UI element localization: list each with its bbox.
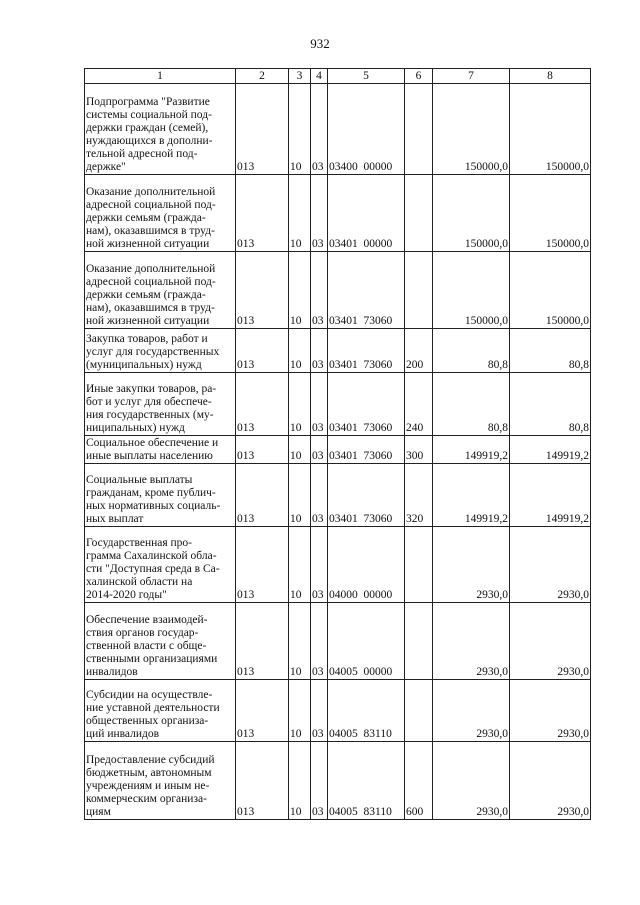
table-row [85, 252, 591, 329]
ministry-code-cell: 013 [236, 329, 289, 373]
budget-table [84, 68, 591, 820]
table-row [85, 373, 591, 436]
amount-cell-col8: 2930,0 [510, 742, 591, 820]
expense-type-cell [405, 603, 433, 680]
subsection-code-cell: 03 [311, 464, 328, 527]
section-code-cell: 10 [289, 742, 311, 820]
subsection-code-cell: 03 [311, 329, 328, 373]
expense-type-cell: 320 [405, 464, 433, 527]
row-name-cell: Оказание дополнительной адресной социальной под- держки семьям (гражда- нам), оказавшимся в труд- ной жизненной ситуации [85, 175, 236, 252]
section-code-cell: 10 [289, 175, 311, 252]
expense-type-cell: 200 [405, 329, 433, 373]
column-header: 6 [405, 69, 433, 84]
target-article-cell: 03401 00000 [328, 175, 405, 252]
section-code-cell: 10 [289, 464, 311, 527]
target-article-cell: 03401 73060 [328, 436, 405, 464]
expense-type-cell: 300 [405, 436, 433, 464]
column-header: 8 [510, 69, 591, 84]
row-name-cell: Оказание дополнительной адресной социальной под- держки семьям (гражда- нам), оказавшимся в труд- ной жизненной ситуации [85, 252, 236, 329]
section-code-cell: 10 [289, 680, 311, 742]
target-article-cell: 03401 73060 [328, 464, 405, 527]
table-row [85, 84, 591, 175]
ministry-code-cell: 013 [236, 527, 289, 603]
amount-cell-col7: 149919,2 [433, 436, 510, 464]
amount-cell-col7: 2930,0 [433, 742, 510, 820]
amount-cell-col8: 2930,0 [510, 680, 591, 742]
row-name-cell: Предоставление субсидий бюджетным, автономным учреждениям и иным не- коммерческим организа- циям [85, 742, 236, 820]
target-article-cell: 04000 00000 [328, 527, 405, 603]
row-name-cell: Подпрограмма "Развитие системы социальной под- держки граждан (семей), нуждающихся в дополни- тельной адресной под- держке" [85, 84, 236, 175]
ministry-code-cell: 013 [236, 742, 289, 820]
amount-cell-col8: 150000,0 [510, 84, 591, 175]
row-name-cell: Иные закупки товаров, ра- бот и услуг для обеспече- ния государственных (му- ниципальных) нужд [85, 373, 236, 436]
section-code-cell: 10 [289, 527, 311, 603]
amount-cell-col8: 150000,0 [510, 252, 591, 329]
column-header: 7 [433, 69, 510, 84]
subsection-code-cell: 03 [311, 373, 328, 436]
row-name-cell: Субсидии на осуществле- ние уставной деятельности общественных организа- ций инвалидов [85, 680, 236, 742]
row-name-cell: Закупка товаров, работ и услуг для государственных (муниципальных) нужд [85, 329, 236, 373]
ministry-code-cell: 013 [236, 84, 289, 175]
target-article-cell: 03400 00000 [328, 84, 405, 175]
amount-cell-col7: 2930,0 [433, 680, 510, 742]
table-row [85, 464, 591, 527]
amount-cell-col7: 80,8 [433, 329, 510, 373]
section-code-cell: 10 [289, 436, 311, 464]
amount-cell-col8: 150000,0 [510, 175, 591, 252]
amount-cell-col7: 2930,0 [433, 527, 510, 603]
amount-cell-col7: 150000,0 [433, 175, 510, 252]
amount-cell-col8: 2930,0 [510, 603, 591, 680]
expense-type-cell [405, 175, 433, 252]
ministry-code-cell: 013 [236, 252, 289, 329]
amount-cell-col8: 80,8 [510, 329, 591, 373]
section-code-cell: 10 [289, 373, 311, 436]
amount-cell-col7: 2930,0 [433, 603, 510, 680]
table-row [85, 175, 591, 252]
subsection-code-cell: 03 [311, 742, 328, 820]
subsection-code-cell: 03 [311, 252, 328, 329]
ministry-code-cell: 013 [236, 373, 289, 436]
ministry-code-cell: 013 [236, 175, 289, 252]
table-header-row [85, 69, 591, 84]
subsection-code-cell: 03 [311, 436, 328, 464]
column-header: 4 [311, 69, 328, 84]
target-article-cell: 04005 00000 [328, 603, 405, 680]
target-article-cell: 04005 83110 [328, 680, 405, 742]
expense-type-cell [405, 252, 433, 329]
subsection-code-cell: 03 [311, 680, 328, 742]
expense-type-cell: 240 [405, 373, 433, 436]
section-code-cell: 10 [289, 603, 311, 680]
amount-cell-col8: 149919,2 [510, 464, 591, 527]
subsection-code-cell: 03 [311, 603, 328, 680]
ministry-code-cell: 013 [236, 436, 289, 464]
target-article-cell: 03401 73060 [328, 373, 405, 436]
ministry-code-cell: 013 [236, 603, 289, 680]
target-article-cell: 03401 73060 [328, 252, 405, 329]
row-name-cell: Социальное обеспечение и иные выплаты населению [85, 436, 236, 464]
target-article-cell: 03401 73060 [328, 329, 405, 373]
expense-type-cell: 600 [405, 742, 433, 820]
row-name-cell: Государственная про- грамма Сахалинской обла- сти "Доступная среда в Са- халинской области на 2014-2020 годы" [85, 527, 236, 603]
column-header: 2 [236, 69, 289, 84]
amount-cell-col8: 2930,0 [510, 527, 591, 603]
row-name-cell: Обеспечение взаимодей- ствия органов государ- ственной власти с обще- ственными организациями инвалидов [85, 603, 236, 680]
subsection-code-cell: 03 [311, 527, 328, 603]
row-name-cell: Социальные выплаты гражданам, кроме публич- ных нормативных социаль- ных выплат [85, 464, 236, 527]
amount-cell-col8: 80,8 [510, 373, 591, 436]
amount-cell-col7: 149919,2 [433, 464, 510, 527]
ministry-code-cell: 013 [236, 464, 289, 527]
table-row [85, 603, 591, 680]
column-header: 3 [289, 69, 311, 84]
column-header: 5 [328, 69, 405, 84]
table-row [85, 680, 591, 742]
amount-cell-col7: 150000,0 [433, 252, 510, 329]
expense-type-cell [405, 527, 433, 603]
subsection-code-cell: 03 [311, 175, 328, 252]
amount-cell-col7: 150000,0 [433, 84, 510, 175]
page-number: 932 [310, 36, 330, 51]
table-row [85, 436, 591, 464]
amount-cell-col7: 80,8 [433, 373, 510, 436]
section-code-cell: 10 [289, 329, 311, 373]
section-code-cell: 10 [289, 84, 311, 175]
subsection-code-cell: 03 [311, 84, 328, 175]
table-row [85, 329, 591, 373]
table-row [85, 742, 591, 820]
ministry-code-cell: 013 [236, 680, 289, 742]
column-header: 1 [85, 69, 236, 84]
expense-type-cell [405, 84, 433, 175]
target-article-cell: 04005 83110 [328, 742, 405, 820]
amount-cell-col8: 149919,2 [510, 436, 591, 464]
table-row [85, 527, 591, 603]
expense-type-cell [405, 680, 433, 742]
section-code-cell: 10 [289, 252, 311, 329]
